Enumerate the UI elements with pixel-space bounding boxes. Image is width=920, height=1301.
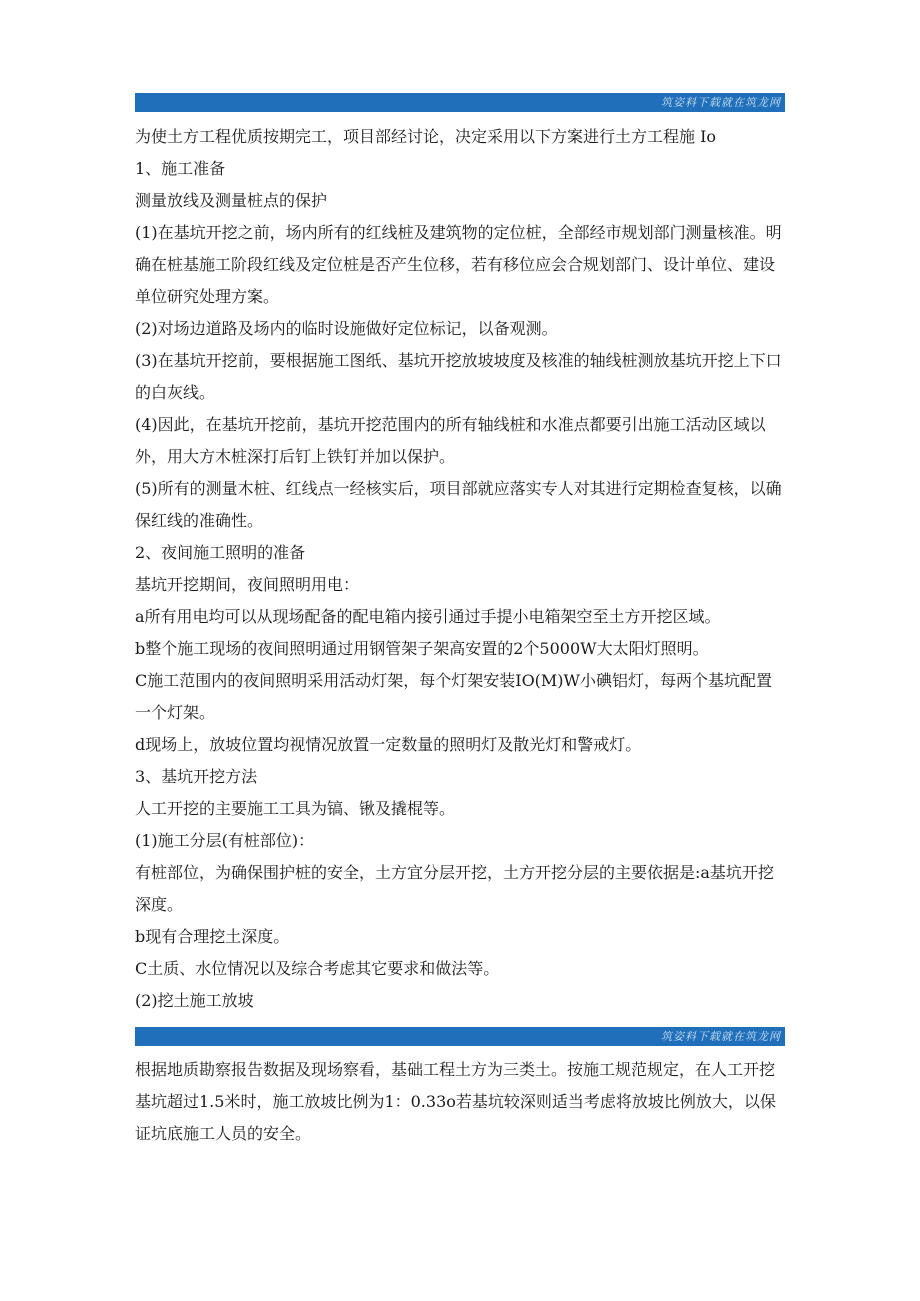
subheading-survey: 测量放线及测量桩点的保护 — [135, 191, 328, 210]
list-item: (2)挖土施工放坡 — [135, 991, 254, 1010]
list-item: (2)对场边道路及场内的临时设施做好定位标记，以备观测。 — [135, 319, 558, 338]
paragraph-lighting-intro: 基坑开挖期间，夜间照明用电： — [135, 575, 360, 594]
list-item: b整个施工现场的夜间照明通过用钢管架子架高安置的2个5000W大太阳灯照明。 — [135, 639, 709, 658]
list-item: b现有合理挖土深度。 — [135, 927, 290, 946]
paragraph-tools: 人工开挖的主要施工工具为镐、锹及撬棍等。 — [135, 799, 456, 818]
list-item: C土质、水位情况以及综合考虑其它要求和做法等。 — [135, 959, 500, 978]
list-item: (3)在基坑开挖前，要根据施工图纸、基坑开挖放坡坡度及核准的轴线桩测放基坑开挖上下口的白灰线。 — [135, 351, 782, 402]
section-heading-2: 2、夜间施工照明的准备 — [135, 543, 306, 562]
list-item: d现场上，放坡位置均视情况放置一定数量的照明灯及散光灯和警戒灯。 — [135, 735, 642, 754]
list-item: C施工范围内的夜间照明采用活动灯架，每个灯架安装IO(M)W小碘铝灯，每两个基坑配置一个灯架。 — [135, 671, 772, 722]
paragraph-layering: 有桩部位，为确保围护桩的安全，土方宜分层开挖，土方开挖分层的主要依据是:a基坑开挖深度。 — [135, 863, 774, 914]
section-heading-1: 1、施工准备 — [135, 159, 226, 178]
document-body-bottom — [135, 1054, 785, 1150]
paragraph-slope: 根据地质勘察报告数据及现场察看，基础工程土方为三类土。按施工规范规定，在人工开挖基坑超过1.5米时，施工放坡比例为1：0.33o若基坑较深则适当考虑将放坡比例放大，以保证坑底施工人员的安全。 — [135, 1060, 776, 1143]
list-item: (4)因此，在基坑开挖前，基坑开挖范围内的所有轴线桩和水准点都要引出施工活动区域以外，用大方木桩深打后钉上铁钉并加以保护。 — [135, 415, 766, 466]
list-item: (5)所有的测量木桩、红线点一经核实后，项目部就应落实专人对其进行定期检查复核，以确保红线的准确性。 — [135, 479, 782, 530]
list-item: a所有用电均可以从现场配备的配电箱内接引通过手提小电箱架空至土方开挖区域。 — [135, 607, 721, 626]
section-heading-3: 3、基坑开挖方法 — [135, 767, 258, 786]
header-banner — [135, 93, 785, 112]
list-item: (1)施工分层(有桩部位)： — [135, 831, 315, 850]
document-body-top — [135, 121, 785, 1017]
banner-text: 筑姿料下载就在筑龙网 — [661, 96, 781, 109]
footer-banner — [135, 1027, 785, 1046]
paragraph-intro: 为使土方工程优质按期完工，项目部经讨论，决定采用以下方案进行土方工程施 Io — [135, 127, 717, 146]
banner-text: 筑姿料下载就在筑龙网 — [661, 1030, 781, 1043]
list-item: (1)在基坑开挖之前，场内所有的红线桩及建筑物的定位桩，全部经市规划部门测量核准。明确在桩基施工阶段红线及定位桩是否产生位移，若有移位应会合规划部门、设计单位、建设单位研究处理方案。 — [135, 223, 782, 306]
